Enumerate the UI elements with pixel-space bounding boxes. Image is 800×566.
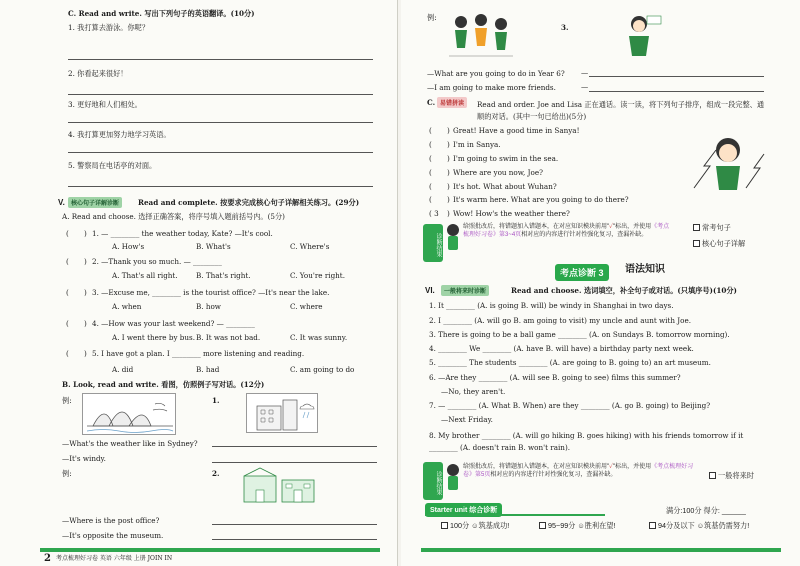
grammar-item-8: 8. My brother ________ (A. will go hiking B. goes hiking) with his friends tomorrow if it ________ (A. doesn't rain B. won't rain). (429, 431, 744, 452)
answer-paren-close[interactable]: ) (84, 229, 87, 238)
order-paren-close[interactable]: ) (447, 209, 450, 218)
grammar-item-7: 7. — ________ (A. What B. When) are they ________ (A. go B. going) to Beijing? (429, 401, 711, 410)
question-stem: 1. — ________ the weather today, Kate? —It's cool. (92, 229, 273, 238)
checkbox-label: 一般将来时 (718, 471, 754, 480)
diagnosis-text-d: 相对应的内容进行针对性强化复习，查漏补缺。 (521, 231, 648, 238)
result-label: 95~99分 ☺胜利在望! (548, 521, 616, 530)
girl-reading-illustration (611, 10, 675, 64)
translate-item-3: 3. 更好地和人们相处。 (68, 100, 142, 109)
section-c-heading: C. Read and write. 写出下列句子的英语翻译。(10分) (68, 9, 255, 18)
dialog-answer-line[interactable] (212, 462, 377, 463)
order-paren-open[interactable]: ( (429, 154, 432, 163)
checkbox-square[interactable] (693, 240, 700, 247)
grammar-title: 语法知识 (625, 264, 665, 275)
order-paren-open[interactable]: ( (429, 140, 432, 149)
item-number-3: 3. (561, 23, 569, 32)
checkbox-square[interactable] (693, 224, 700, 231)
section-v-num: V. (58, 198, 65, 207)
grammar-item-6: 6. —Are they ________ (A. will see B. going to see) films this summer? (429, 373, 681, 382)
question-stem: 5. I have got a plan. I ________ more listening and reading. (92, 349, 305, 358)
order-text: Wow! How's the weather there? (453, 209, 570, 218)
mascot-illustration (445, 222, 461, 252)
example-label: 例: (62, 396, 72, 405)
example-question: —What are you going to do in Year 6? (427, 69, 565, 78)
result-label: 94分及以下 ☺筑基仍需努力! (658, 521, 750, 530)
diagnosis-text-a: 给照批改后，将错题加入错题本，在对应知识模块前用" (463, 464, 610, 470)
section-v-heading: Read and complete. 按要求完成核心句子详解相关练习。(29分) (138, 198, 360, 207)
answer-line-4[interactable] (68, 152, 373, 153)
answer-paren-close[interactable]: ) (84, 319, 87, 328)
result-near-victory[interactable] (539, 522, 615, 529)
grammar-item-1: 1. It ________ (A. is going B. will) be windy in Shanghai in two days. (429, 301, 674, 310)
left-page (0, 0, 398, 566)
children-icon (445, 8, 517, 64)
result-full-marks[interactable] (441, 522, 509, 529)
answer-paren-open[interactable]: ( (66, 319, 69, 328)
page-number: 2 (44, 553, 51, 564)
answer-paren-open[interactable]: ( (66, 288, 69, 297)
order-paren-open[interactable]: ( (429, 182, 432, 191)
diagnosis-book-ref: 《考点梳理好习卷》第3~4页 (463, 224, 670, 238)
example-answer: —It's windy. (62, 454, 106, 463)
checkbox-square[interactable] (709, 472, 716, 479)
order-paren-open[interactable]: ( (429, 126, 432, 135)
option-c: C. Where's (290, 242, 330, 251)
score-text: 满分:100分 得分: ______ (666, 506, 746, 515)
result-keep-working[interactable] (649, 522, 749, 529)
sydney-opera-house-illustration (82, 393, 176, 435)
grammar-item-4: 4. ________ We ________ (A. have B. will have) a birthday party next week. (429, 344, 694, 353)
diagnosis-book-ref: 《考点梳理好习卷》第5页 (463, 464, 694, 478)
option-c: C. You're right. (290, 271, 345, 280)
order-paren-close[interactable]: ) (447, 154, 450, 163)
option-a: A. That's all right. (112, 271, 178, 280)
answer-line-1[interactable] (68, 59, 373, 60)
dash-2: — (581, 82, 589, 91)
example-question: —Where is the post office? (62, 516, 160, 525)
section-vi-num: VI. (425, 286, 435, 295)
footer-bar (421, 548, 781, 552)
building-icon (247, 394, 319, 434)
checkbox-common-sentences[interactable] (693, 224, 731, 231)
dialog-answer-line[interactable] (212, 539, 377, 540)
shopping-street-illustration (242, 466, 316, 506)
order-text: I'm going to swim in the sea. (453, 154, 559, 163)
order-paren-close[interactable]: ) (447, 195, 450, 204)
dialog-answer-line[interactable] (589, 76, 764, 77)
translate-item-5: 5. 警察局在电话亭的对面。 (68, 161, 157, 170)
question-stem: 3. —Excuse me, ________ is the tourist office? —It's near the lake. (92, 288, 330, 297)
shops-icon (242, 466, 316, 506)
diagnosis-text-d: 相对应的内容进行针对性强化复习，查漏补缺。 (490, 471, 617, 478)
diagnosis-label: 诊断结果 (423, 462, 443, 500)
order-text: Where are you now, Joe? (453, 168, 543, 177)
option-b: B. how (196, 302, 221, 311)
option-b: B. What's (196, 242, 231, 251)
check-mark-icon: ✓ (609, 224, 614, 230)
option-a: A. I went there by bus. (112, 333, 195, 342)
diagnosis-text-a: 给照批改后，将错题加入错题本，在对应知识模块前用" (463, 224, 610, 230)
dash-1: — (581, 68, 589, 77)
grammar-banner: 考点诊断 3 (555, 264, 609, 281)
option-b: B. That's right. (196, 271, 251, 280)
translate-item-4: 4. 我打算更加努力地学习英语。 (68, 130, 171, 139)
checkbox-future-tense[interactable] (709, 472, 754, 479)
answer-paren-close[interactable]: ) (84, 257, 87, 266)
answer-paren-close[interactable]: ) (84, 288, 87, 297)
checkbox-label: 核心句子详解 (702, 239, 746, 248)
example-label: 例: (62, 469, 72, 478)
item-number-2: 2. (212, 469, 220, 478)
order-paren-open[interactable]: ( (429, 168, 432, 177)
order-text: Great! Have a good time in Sanya! (453, 126, 580, 135)
mascot-illustration (445, 462, 461, 492)
diagnosis-label: 诊断结果 (423, 224, 443, 262)
answer-paren-close[interactable]: ) (84, 349, 87, 358)
question-stem: 2. —Thank you so much. — ________ (92, 257, 222, 266)
answer-paren-open[interactable]: ( (66, 257, 69, 266)
grammar-item-7-answer: —Next Friday. (441, 415, 493, 424)
item-number-1: 1. (212, 396, 220, 405)
checkbox-square[interactable] (649, 522, 656, 529)
check-mark-icon: ✓ (609, 464, 614, 470)
footer-text: 考点梳理好习卷 英语 六年级 上册 JOIN IN (56, 555, 173, 562)
order-paren-close[interactable]: ) (447, 126, 450, 135)
order-text: I'm in Sanya. (453, 140, 501, 149)
option-c: C. where (290, 302, 323, 311)
grammar-item-3: 3. There is going to be a ball game ________ (A. on Sundays B. tomorrow morning). (429, 330, 730, 339)
example-answer: —I am going to make more friends. (427, 83, 556, 92)
right-page (401, 0, 800, 566)
translate-item-2: 2. 你看起来很好！ (68, 69, 128, 78)
option-b: B. It was not bad. (196, 333, 261, 342)
boy-on-phone-icon (686, 128, 776, 198)
part-a-heading: A. Read and choose. 选择正确答案，将序号填入题前括号内。(5分) (62, 212, 285, 221)
diagnosis-text-b: "标出，并使用 (613, 224, 652, 230)
mascot-icon (445, 462, 461, 492)
diagnosis-text-b: "标出，并使用 (613, 464, 652, 470)
phone-call-illustration (686, 128, 776, 198)
section-v-tag: 核心句子详解诊断 (68, 197, 122, 208)
order-paren-open[interactable]: ( (429, 195, 432, 204)
children-playing-illustration (445, 8, 517, 64)
unit-underline (425, 514, 605, 516)
option-c: C. It was sunny. (290, 333, 348, 342)
answer-line-2[interactable] (68, 94, 373, 95)
question-stem: 4. —How was your last weekend? — ________ (92, 319, 255, 328)
checkbox-label: 常考句子 (702, 223, 731, 232)
part-b-heading: B. Look, read and write. 看图，仿照例子写对话。(12分) (62, 380, 265, 389)
section-vi-tag: 一般将来时诊断 (441, 285, 489, 296)
grammar-item-5: 5. ________ The students ________ (A. are going to B. going to) an art museum. (429, 358, 711, 367)
example-label: 例: (427, 13, 437, 22)
girl-icon (611, 10, 675, 64)
answer-paren-open[interactable]: ( (66, 229, 69, 238)
checkbox-core-sentences[interactable] (693, 240, 745, 247)
order-paren-open[interactable]: ( 3 (429, 209, 439, 218)
order-text: It's warm here. What are you going to do there? (453, 195, 629, 204)
translate-item-1: 1. 我打算去游泳。你呢？ (68, 23, 150, 32)
mascot-icon (445, 222, 461, 252)
result-label: 100分 ☺筑基成功! (450, 521, 510, 530)
dialog-answer-line[interactable] (212, 524, 377, 525)
order-paren-close[interactable]: ) (447, 182, 450, 191)
answer-line-5[interactable] (68, 186, 373, 187)
diagnosis-note (463, 464, 698, 480)
example-question: —What's the weather like in Sydney? (62, 439, 198, 448)
example-answer: —It's opposite the museum. (62, 531, 164, 540)
section-vi-heading: Read and choose. 选词填空，补全句子或对话。(只填序号)(10分) (511, 286, 737, 295)
dialog-answer-line[interactable] (589, 91, 764, 92)
grammar-item-2: 2. I ________ (A. will go B. am going to visit) my uncle and aunt with Joe. (429, 316, 692, 325)
option-a: A. when (112, 302, 142, 311)
part-c-label: C. (427, 98, 436, 107)
checkbox-square[interactable] (539, 522, 546, 529)
answer-line-3[interactable] (68, 122, 373, 123)
footer-bar (40, 548, 380, 552)
part-c-tag: 易错拼读 (437, 97, 467, 108)
checkbox-square[interactable] (441, 522, 448, 529)
part-c-heading: Read and order. Joe and Lisa 正在通话。读一读，将下列句子排序，组成一段完整、通顺的对话。(其中一句已给出)(5分) (477, 100, 765, 121)
unit-diagnosis-tag: Starter unit 综合诊断 (425, 503, 502, 517)
dialog-answer-line[interactable] (212, 446, 377, 447)
diagnosis-note (463, 224, 673, 240)
order-paren-close[interactable]: ) (447, 168, 450, 177)
option-c: C. am going to do (290, 365, 355, 374)
sydney-opera-house-icon (83, 394, 177, 436)
option-a: A. did (112, 365, 134, 374)
option-a: A. How's (112, 242, 145, 251)
grammar-item-6-answer: —No, they aren't. (441, 387, 506, 396)
order-text: It's hot. What about Wuhan? (453, 182, 557, 191)
answer-paren-open[interactable]: ( (66, 349, 69, 358)
option-b: B. had (196, 365, 220, 374)
city-weather-illustration (246, 393, 318, 433)
order-paren-close[interactable]: ) (447, 140, 450, 149)
